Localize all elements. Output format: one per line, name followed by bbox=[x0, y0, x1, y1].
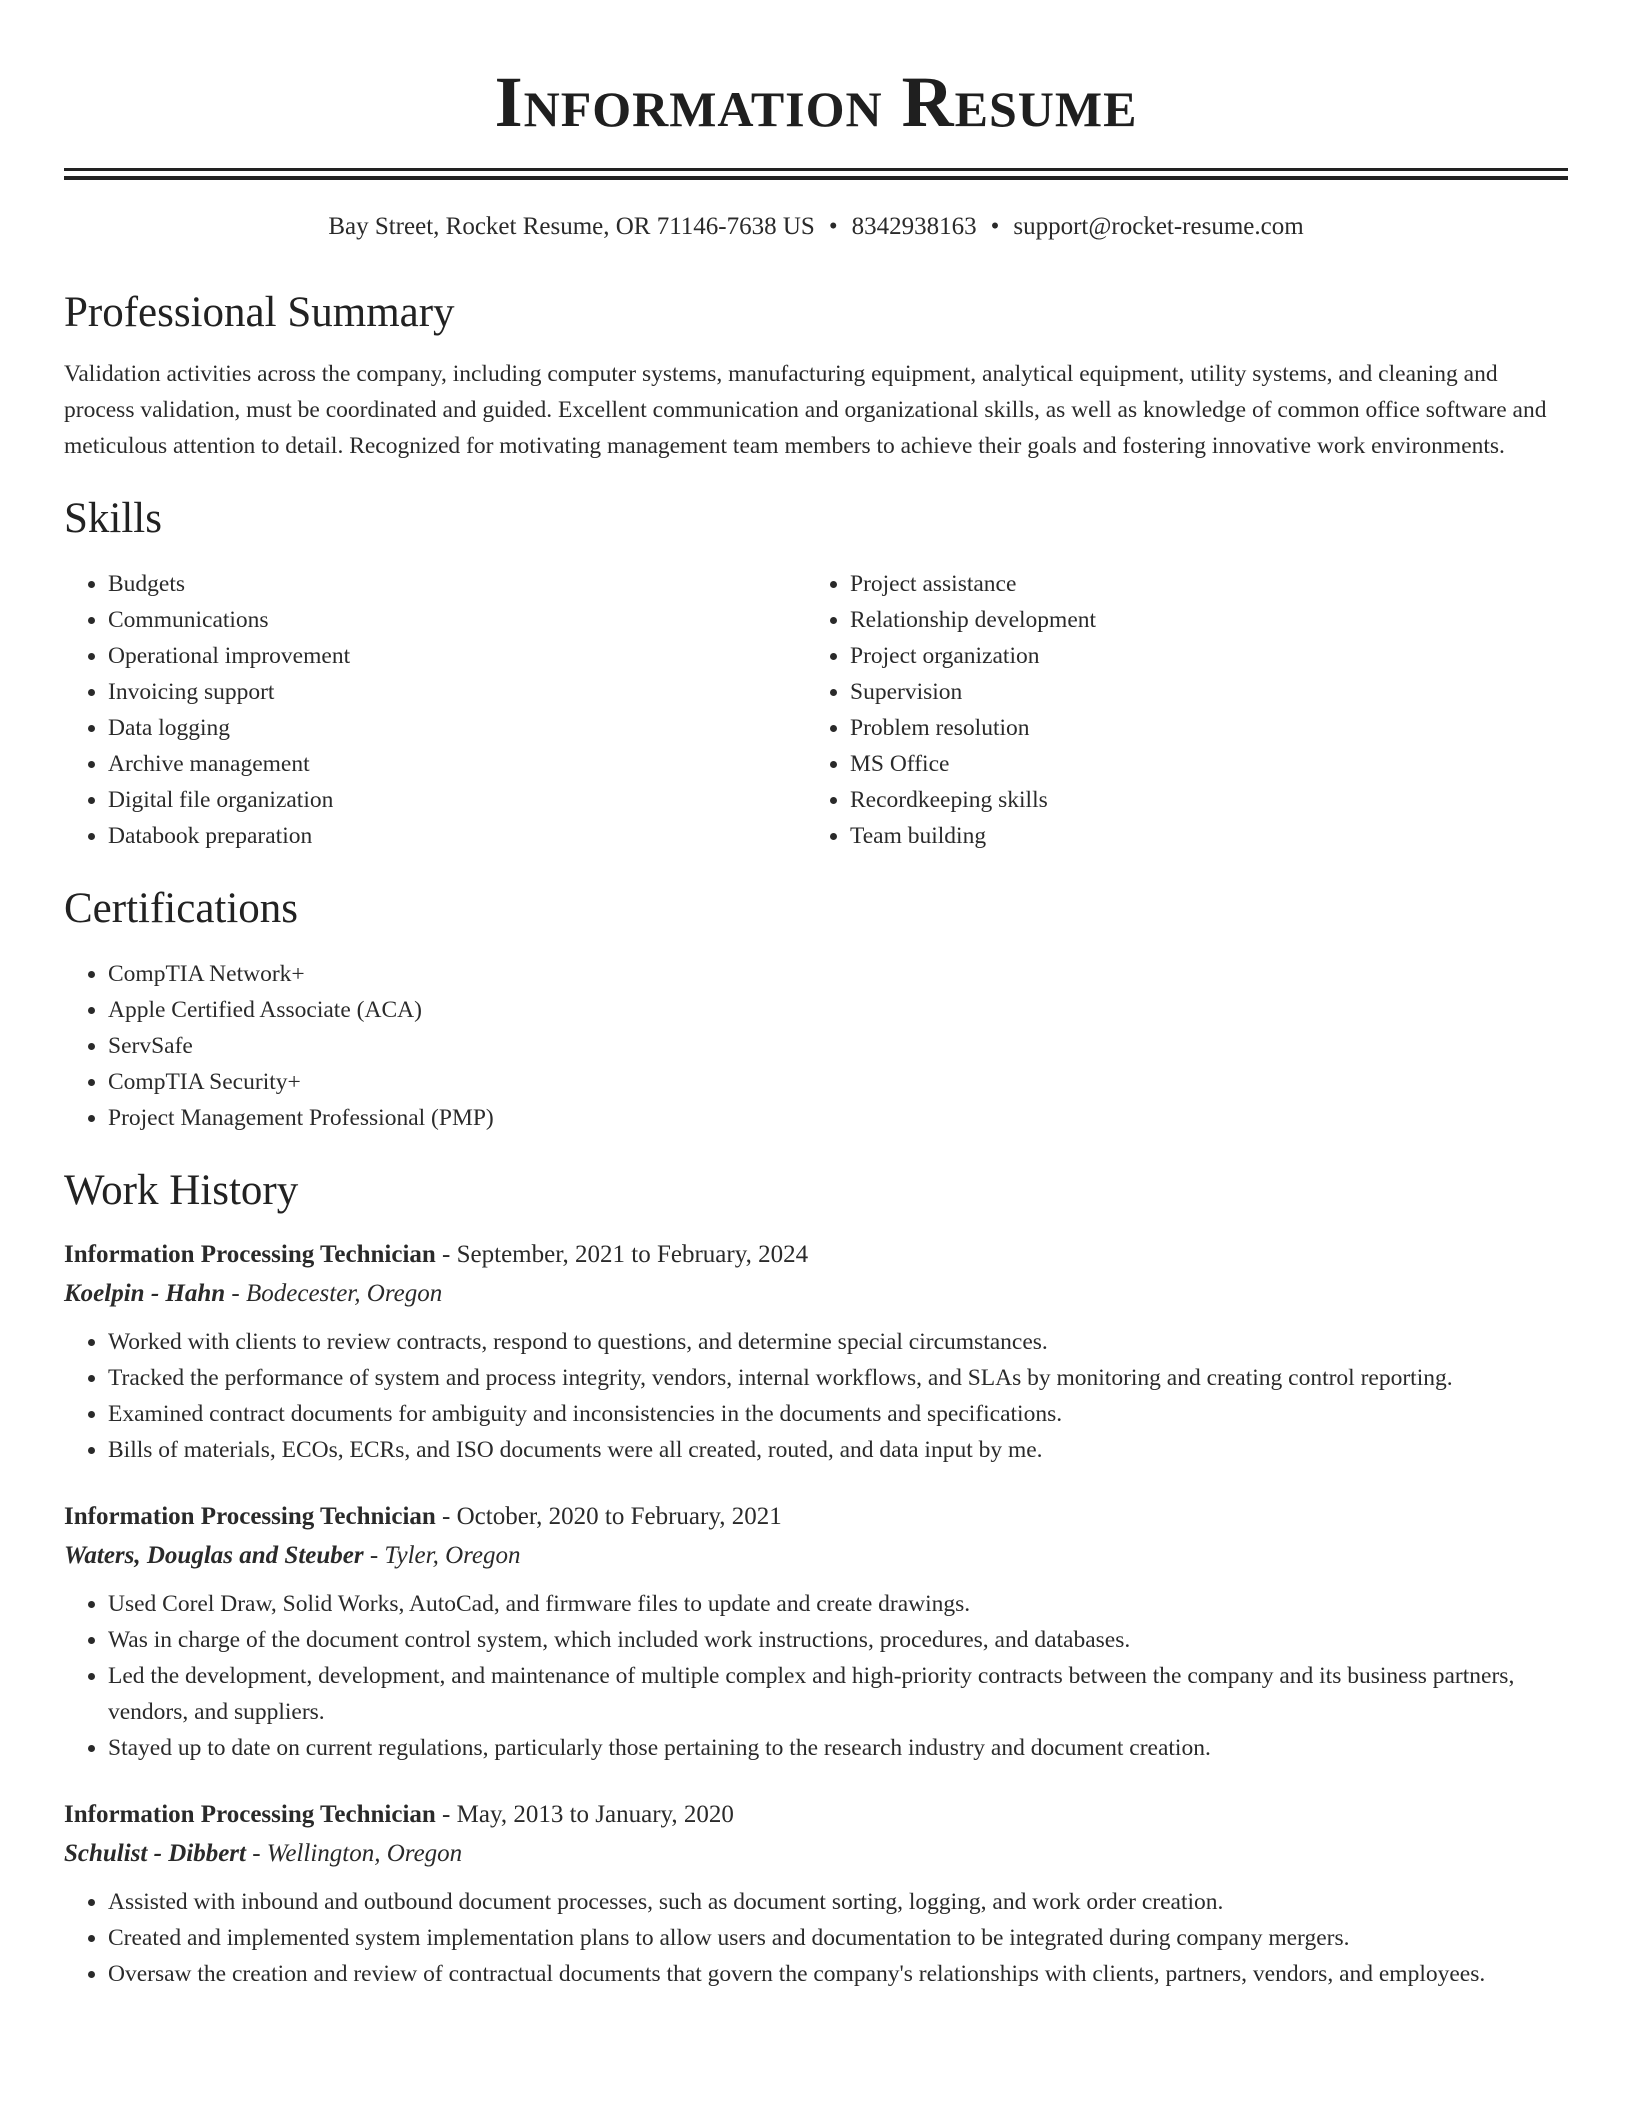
job-duty-item: • Tracked the performance of system and process integrity, vendors, internal workflows, and SLAs by monitoring and creating control reporting. bbox=[108, 1360, 1568, 1396]
skill-item: • Project organization bbox=[850, 638, 1548, 674]
job-location: - Bodecester, Oregon bbox=[225, 1280, 443, 1307]
job-duties bbox=[64, 1586, 1568, 1766]
skill-item: • Team building bbox=[850, 818, 1548, 854]
contact-line bbox=[64, 210, 1568, 244]
job-employer bbox=[64, 1536, 1568, 1576]
certification-item: • ServSafe bbox=[108, 1028, 1568, 1064]
job-company: Waters, Douglas and Steuber bbox=[64, 1542, 364, 1569]
job-employer bbox=[64, 1834, 1568, 1874]
job-header bbox=[64, 1796, 1568, 1834]
certifications-list bbox=[64, 956, 1568, 1136]
skill-item: • Invoicing support bbox=[108, 674, 806, 710]
job-dates: - October, 2020 to February, 2021 bbox=[435, 1503, 782, 1530]
skill-item: • Relationship development bbox=[850, 602, 1548, 638]
resume-title: Information Resume bbox=[494, 62, 1138, 142]
skill-item: • Archive management bbox=[108, 746, 806, 782]
contact-separator: • bbox=[828, 213, 838, 240]
skill-item: • Databook preparation bbox=[108, 818, 806, 854]
certification-item: • Apple Certified Associate (ACA) bbox=[108, 992, 1568, 1028]
job-duty-item: • Was in charge of the document control system, which included work instructions, procedures, and databases. bbox=[108, 1622, 1568, 1658]
job-duty-item: • Bills of materials, ECOs, ECRs, and ISO documents were all created, routed, and data input by me. bbox=[108, 1432, 1568, 1468]
job-location: - Wellington, Oregon bbox=[245, 1840, 463, 1867]
job-location: - Tyler, Oregon bbox=[363, 1542, 521, 1569]
job-duty-item: • Worked with clients to review contracts, respond to questions, and determine special circumstances. bbox=[108, 1324, 1568, 1360]
job-dates: - May, 2013 to January, 2020 bbox=[435, 1801, 734, 1828]
certification-item: • CompTIA Network+ bbox=[108, 956, 1568, 992]
certification-item: • CompTIA Security+ bbox=[108, 1064, 1568, 1100]
job-duty-item: • Led the development, development, and maintenance of multiple complex and high-priority contracts between the company and its business partners, vendors, and suppliers. bbox=[108, 1658, 1568, 1730]
job-role: Information Processing Technician bbox=[64, 1503, 436, 1530]
certifications-heading: Certifications bbox=[64, 885, 299, 932]
skill-item: • MS Office bbox=[850, 746, 1548, 782]
skill-item: • Digital file organization bbox=[108, 782, 806, 818]
job-role: Information Processing Technician bbox=[64, 1241, 436, 1268]
job-duty-item: • Examined contract documents for ambiguity and inconsistencies in the documents and specifications. bbox=[108, 1396, 1568, 1432]
job-employer bbox=[64, 1274, 1568, 1314]
work-history-heading: Work History bbox=[64, 1167, 299, 1214]
job-duty-item: • Assisted with inbound and outbound document processes, such as document sorting, logging, and work order creation. bbox=[108, 1884, 1568, 1920]
skills-heading: Skills bbox=[64, 495, 162, 542]
skill-item: • Budgets bbox=[108, 566, 806, 602]
skills-column-right bbox=[806, 566, 1548, 854]
skill-item: • Problem resolution bbox=[850, 710, 1548, 746]
job-header bbox=[64, 1236, 1568, 1274]
skill-item: • Supervision bbox=[850, 674, 1548, 710]
contact-address: Bay Street, Rocket Resume, OR 71146-7638 US bbox=[328, 213, 815, 240]
summary-heading: Professional Summary bbox=[64, 289, 455, 336]
job-duty-item: • Used Corel Draw, Solid Works, AutoCad, and firmware files to update and create drawings. bbox=[108, 1586, 1568, 1622]
job-entry bbox=[64, 1796, 1568, 1992]
summary-text: Validation activities across the company, including computer systems, manufacturing equipment, analytical equipment, utility systems, and cleaning and process validation, must be coordinated and guided. Excellent communication and organizational skills, as well as knowledge of common office software and meticulous attention to detail. Recognized for motivating management team members to achieve their goals and fostering innovative work environments. bbox=[64, 361, 1547, 459]
job-header bbox=[64, 1498, 1568, 1536]
skills-column-left bbox=[64, 566, 806, 854]
job-duties bbox=[64, 1324, 1568, 1468]
title-double-rule bbox=[64, 168, 1568, 180]
job-role: Information Processing Technician bbox=[64, 1801, 436, 1828]
job-entry bbox=[64, 1236, 1568, 1468]
skill-item: • Project assistance bbox=[850, 566, 1548, 602]
certification-item: • Project Management Professional (PMP) bbox=[108, 1100, 1568, 1136]
job-duty-item: • Oversaw the creation and review of contractual documents that govern the company's relationships with clients, partners, vendors, and employees. bbox=[108, 1956, 1568, 1992]
skills-list bbox=[64, 566, 1568, 854]
job-company: Koelpin - Hahn bbox=[64, 1280, 226, 1307]
job-dates: - September, 2021 to February, 2024 bbox=[435, 1241, 809, 1268]
contact-phone: 8342938163 bbox=[851, 213, 977, 240]
job-duty-item: • Stayed up to date on current regulations, particularly those pertaining to the research industry and document creation. bbox=[108, 1730, 1568, 1766]
job-entry bbox=[64, 1498, 1568, 1766]
job-duties bbox=[64, 1884, 1568, 1992]
skill-item: • Recordkeeping skills bbox=[850, 782, 1548, 818]
job-company: Schulist - Dibbert bbox=[64, 1840, 246, 1867]
contact-email: support@rocket-resume.com bbox=[1013, 213, 1304, 240]
skill-item: • Operational improvement bbox=[108, 638, 806, 674]
job-duty-item: • Created and implemented system implementation plans to allow users and documentation to be integrated during company mergers. bbox=[108, 1920, 1568, 1956]
skill-item: • Communications bbox=[108, 602, 806, 638]
skill-item: • Data logging bbox=[108, 710, 806, 746]
contact-separator: • bbox=[990, 213, 1000, 240]
